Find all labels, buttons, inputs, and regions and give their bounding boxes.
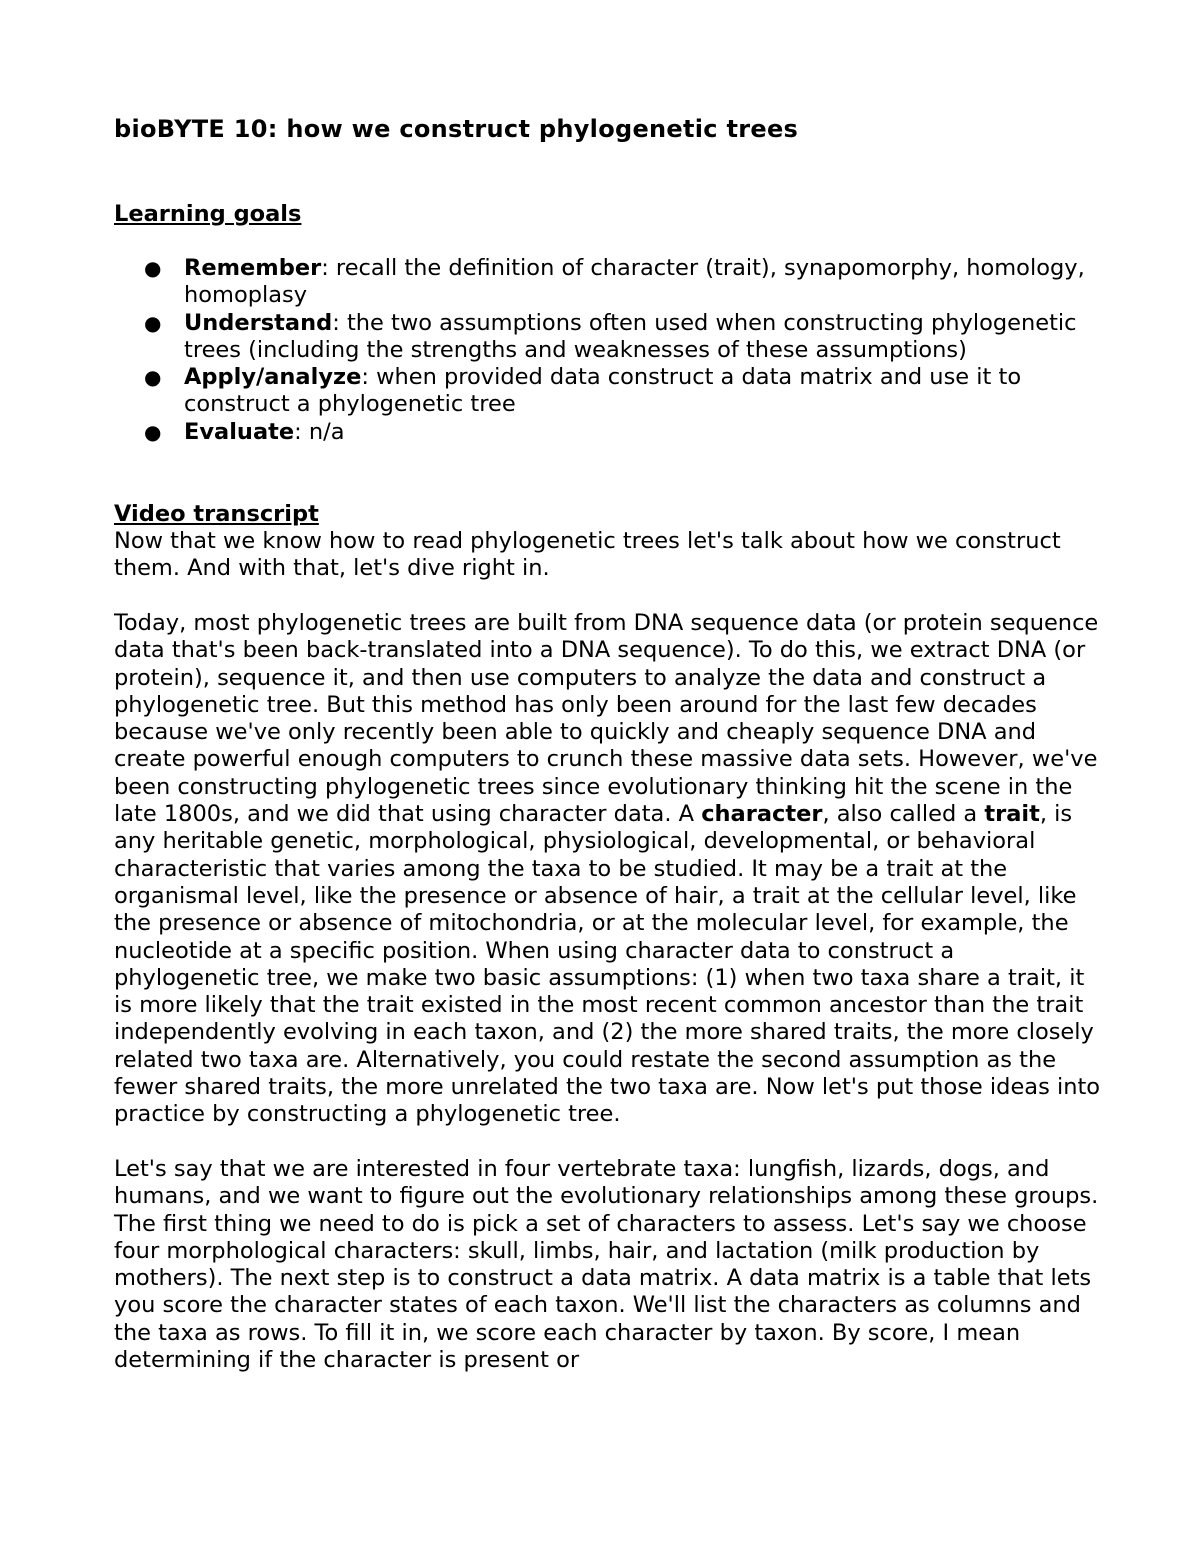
document-page bbox=[114, 110, 1104, 1374]
goal-item-remember bbox=[144, 255, 1104, 310]
goal-term: Remember bbox=[184, 255, 322, 281]
goal-text: : recall the definition of character (trait), synapomorphy, homology, homoplasy bbox=[184, 255, 1085, 309]
bullet-icon: ● bbox=[144, 310, 162, 335]
bullet-icon: ● bbox=[144, 256, 162, 280]
goal-term: Apply/analyze bbox=[184, 364, 362, 391]
goal-item-evaluate bbox=[144, 418, 1104, 446]
paragraph-text: , also called a bbox=[822, 801, 985, 828]
transcript-paragraph-3: Let's say that we are interested in four vertebrate taxa: lungfish, lizards, dogs, and humans, and we want to figure out the evolutionary relationships among these groups. The first thing we need to do is pick a set of characters to assess. Let's say we choose four morphological characters: skull, limbs, hair, and lactation (milk production by mothers). The next step is to construct a data matrix. A data matrix is a table that lets you score the character states of each taxon. We'll list the characters as columns and the taxa as rows. To fill it in, we score each character by taxon. By score, I mean determining if the character is present or bbox=[114, 1155, 1099, 1373]
video-transcript-heading: Video transcript bbox=[114, 501, 319, 528]
bullet-icon: ● bbox=[144, 419, 162, 444]
paragraph-text: , is any heritable genetic, morphological, physiological, developmental, or behavioral characteristic that varies among the taxa to be studied. It may be a trait at the organismal level, like the presence or absence of hair, a trait at the cellular level, like the presence or absence of mitochondria, or at the molecular level, for example, the nucleotide at a specific position. When using character data to construct a phylogenetic tree, we make two basic assumptions: (1) when two taxa share a trait, it is more likely that the trait existed in the most recent common ancestor than the trait independently evolving in each taxon, and (2) the more shared traits, the more closely related two taxa are. Alternatively, you could restate the second assumption as the fewer shared traits, the more unrelated the two taxa are. Now let's put those ideas into practice by constructing a phylogenetic tree. bbox=[114, 801, 1101, 1128]
term-trait: trait bbox=[984, 801, 1040, 828]
goal-item-understand bbox=[144, 309, 1104, 365]
transcript-paragraph-2 bbox=[114, 610, 1104, 1129]
bullet-icon: ● bbox=[144, 365, 162, 390]
document-title: bioBYTE 10: how we construct phylogenetic trees bbox=[114, 115, 799, 143]
goal-text: : when provided data construct a data matrix and use it to construct a phylogenetic tree bbox=[184, 364, 1022, 418]
goal-term: Understand bbox=[184, 309, 333, 336]
paragraph-text: Today, most phylogenetic trees are built from DNA sequence data (or protein sequence data that's been back-translated into a DNA sequence). To do this, we extract DNA (or protein), sequence it, and then use computers to analyze the data and construct a phylogenetic tree. But this method has only been around for the last few decades because we've only recently been able to quickly and cheaply sequence DNA and create powerful enough computers to crunch these massive data sets. However, we've been constructing phylogenetic trees since evolutionary thinking hit the scene in the late 1800s, and we did that using character data. A bbox=[114, 609, 1099, 828]
learning-goals-list bbox=[114, 255, 1104, 446]
term-character: character bbox=[701, 801, 823, 828]
goal-term: Evaluate bbox=[184, 418, 295, 445]
transcript-paragraph-1: Now that we know how to read phylogenetic trees let's talk about how we construct them. And with that, let's dive right in. bbox=[114, 528, 1061, 582]
goal-item-apply-analyze bbox=[144, 364, 1104, 419]
goal-text: : the two assumptions often used when constructing phylogenetic trees (including the strengths and weaknesses of these assumptions) bbox=[184, 309, 1077, 363]
learning-goals-heading: Learning goals bbox=[114, 201, 302, 227]
goal-text: : n/a bbox=[294, 418, 345, 445]
